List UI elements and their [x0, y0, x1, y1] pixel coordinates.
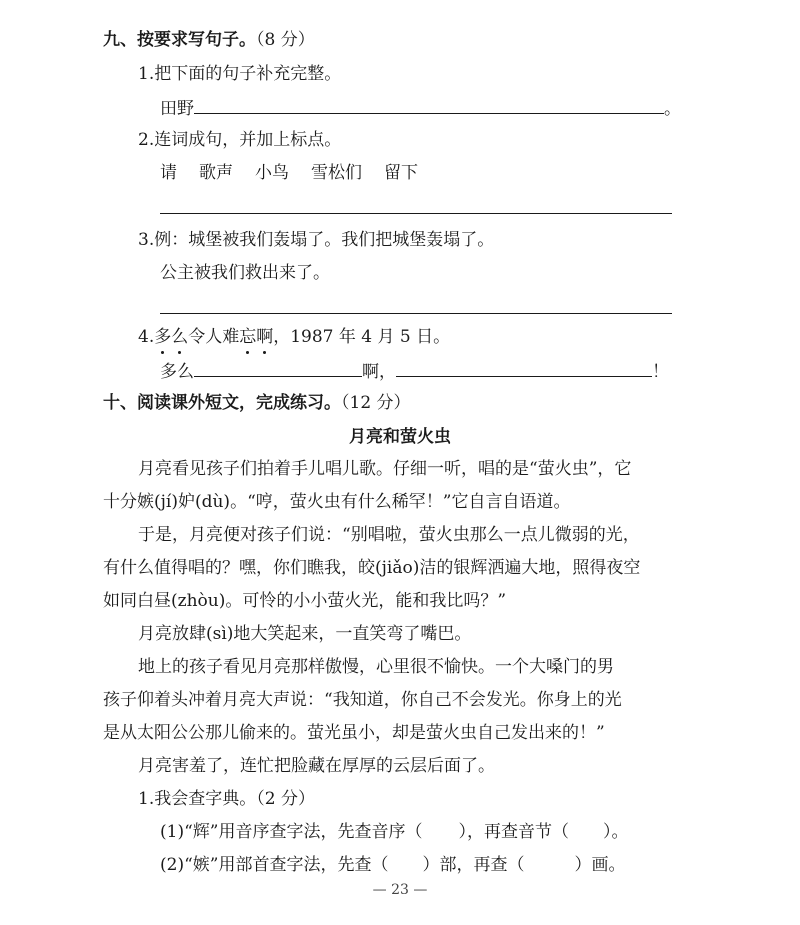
story-line: 地上的孩子看见月亮那样傲慢，心里很不愉快。一个大嗓门的男 [138, 657, 614, 677]
q9-4-mid: 令人难 [188, 327, 240, 347]
q10-1-item1-text: ）。 [602, 822, 629, 842]
q9-1-end: 。 [664, 99, 681, 119]
section10-score: （12 分） [341, 393, 411, 413]
story-line: 月亮放肆(sì)地大笑起来，一直笑弯了嘴巴。 [138, 624, 472, 644]
section10-heading: 十、阅读课外短文，完成练习。 [103, 393, 341, 413]
q9-4-answer-line [160, 358, 669, 384]
q9-4-num: 4. [138, 327, 155, 347]
emphasis-char: 多 [154, 327, 172, 347]
q9-2-answer-line[interactable] [160, 213, 672, 214]
emphasis-char: 么 [171, 327, 189, 347]
q9-1-label: 1.把下面的句子补充完整。 [138, 64, 342, 84]
q10-1-item2-text: (2)“嫉”用部首查字法，先查（ [160, 855, 389, 875]
q9-1-prefix: 田野 [160, 99, 194, 119]
q9-1-answer-blank[interactable] [194, 95, 664, 114]
section9-score: （8 分） [256, 30, 315, 50]
q9-3-given: 公主被我们救出来了。 [160, 263, 330, 283]
q9-1-line [160, 95, 681, 121]
q9-3-answer-line[interactable] [160, 313, 672, 314]
story-line: 有什么值得唱的？嘿，你们瞧我，皎(jiǎo)洁的银辉洒遍大地，照得夜空 [103, 558, 641, 578]
story-line: 是从太阳公公那儿偷来的。萤光虽小，却是萤火虫自己发出来的！” [103, 723, 605, 743]
story-line: 如同白昼(zhòu)。可怜的小小萤火光，能和我比吗？” [103, 591, 507, 611]
q9-4-rest: ，1987 年 4 月 5 日。 [273, 327, 451, 347]
story-line: 孩子仰着头冲着月亮大声说：“我知道，你自己不会发光。你身上的光 [103, 690, 622, 710]
q9-2-word: 请 [160, 163, 177, 183]
section9-heading: 九、按要求写句子。 [103, 30, 256, 50]
story-line: 月亮看见孩子们拍着手儿唱儿歌。仔细一听，唱的是“萤火虫”，它 [138, 459, 632, 479]
q9-2-word: 雪松们 [311, 163, 362, 183]
q9-4-blank-a[interactable] [194, 358, 362, 377]
q10-1-item1-text: ），再查音节（ [458, 822, 569, 842]
q10-1-item1 [160, 820, 628, 844]
story-line: 十分嫉(jí)妒(dù)。“哼，萤火虫有什么稀罕！”它自言自语道。 [103, 492, 571, 512]
story-line: 于是，月亮便对孩子们说：“别唱啦，萤火虫那么一点儿微弱的光， [138, 525, 640, 545]
story-line: 月亮害羞了，连忙把脸藏在厚厚的云层后面了。 [138, 756, 495, 776]
q9-4-end: ！ [652, 362, 669, 382]
q9-2-word: 歌声 [199, 163, 233, 183]
q10-1-item2-text: ）部，再查（ [422, 855, 525, 875]
q9-3-label: 3.例：城堡被我们轰塌了。我们把城堡轰塌了。 [138, 230, 495, 250]
q9-2-words [160, 161, 418, 185]
q10-1-item1-text: (1)“辉”用音序查字法，先查音序（ [160, 822, 423, 842]
q9-4-blank-b[interactable] [396, 358, 652, 377]
q10-1-item2-text: ）画。 [574, 855, 626, 875]
emphasis-char: 啊 [256, 327, 274, 347]
q10-1-item2 [160, 853, 625, 877]
emphasis-char: 忘 [239, 327, 257, 347]
page-number: — 23 — [372, 882, 428, 898]
q9-4-label [138, 325, 450, 349]
story-title: 月亮和萤火虫 [349, 427, 451, 447]
q9-2-word: 留下 [384, 163, 418, 183]
q9-2-word: 小鸟 [255, 163, 289, 183]
q9-2-label: 2.连词成句，并加上标点。 [138, 130, 342, 150]
section9-heading-line [103, 28, 315, 52]
q9-4-prefix-a: 多么 [160, 362, 194, 382]
section10-heading-line [103, 391, 411, 415]
q9-4-prefix-b: 啊， [362, 362, 396, 382]
q10-1-label: 1.我会查字典。（2 分） [138, 789, 315, 809]
